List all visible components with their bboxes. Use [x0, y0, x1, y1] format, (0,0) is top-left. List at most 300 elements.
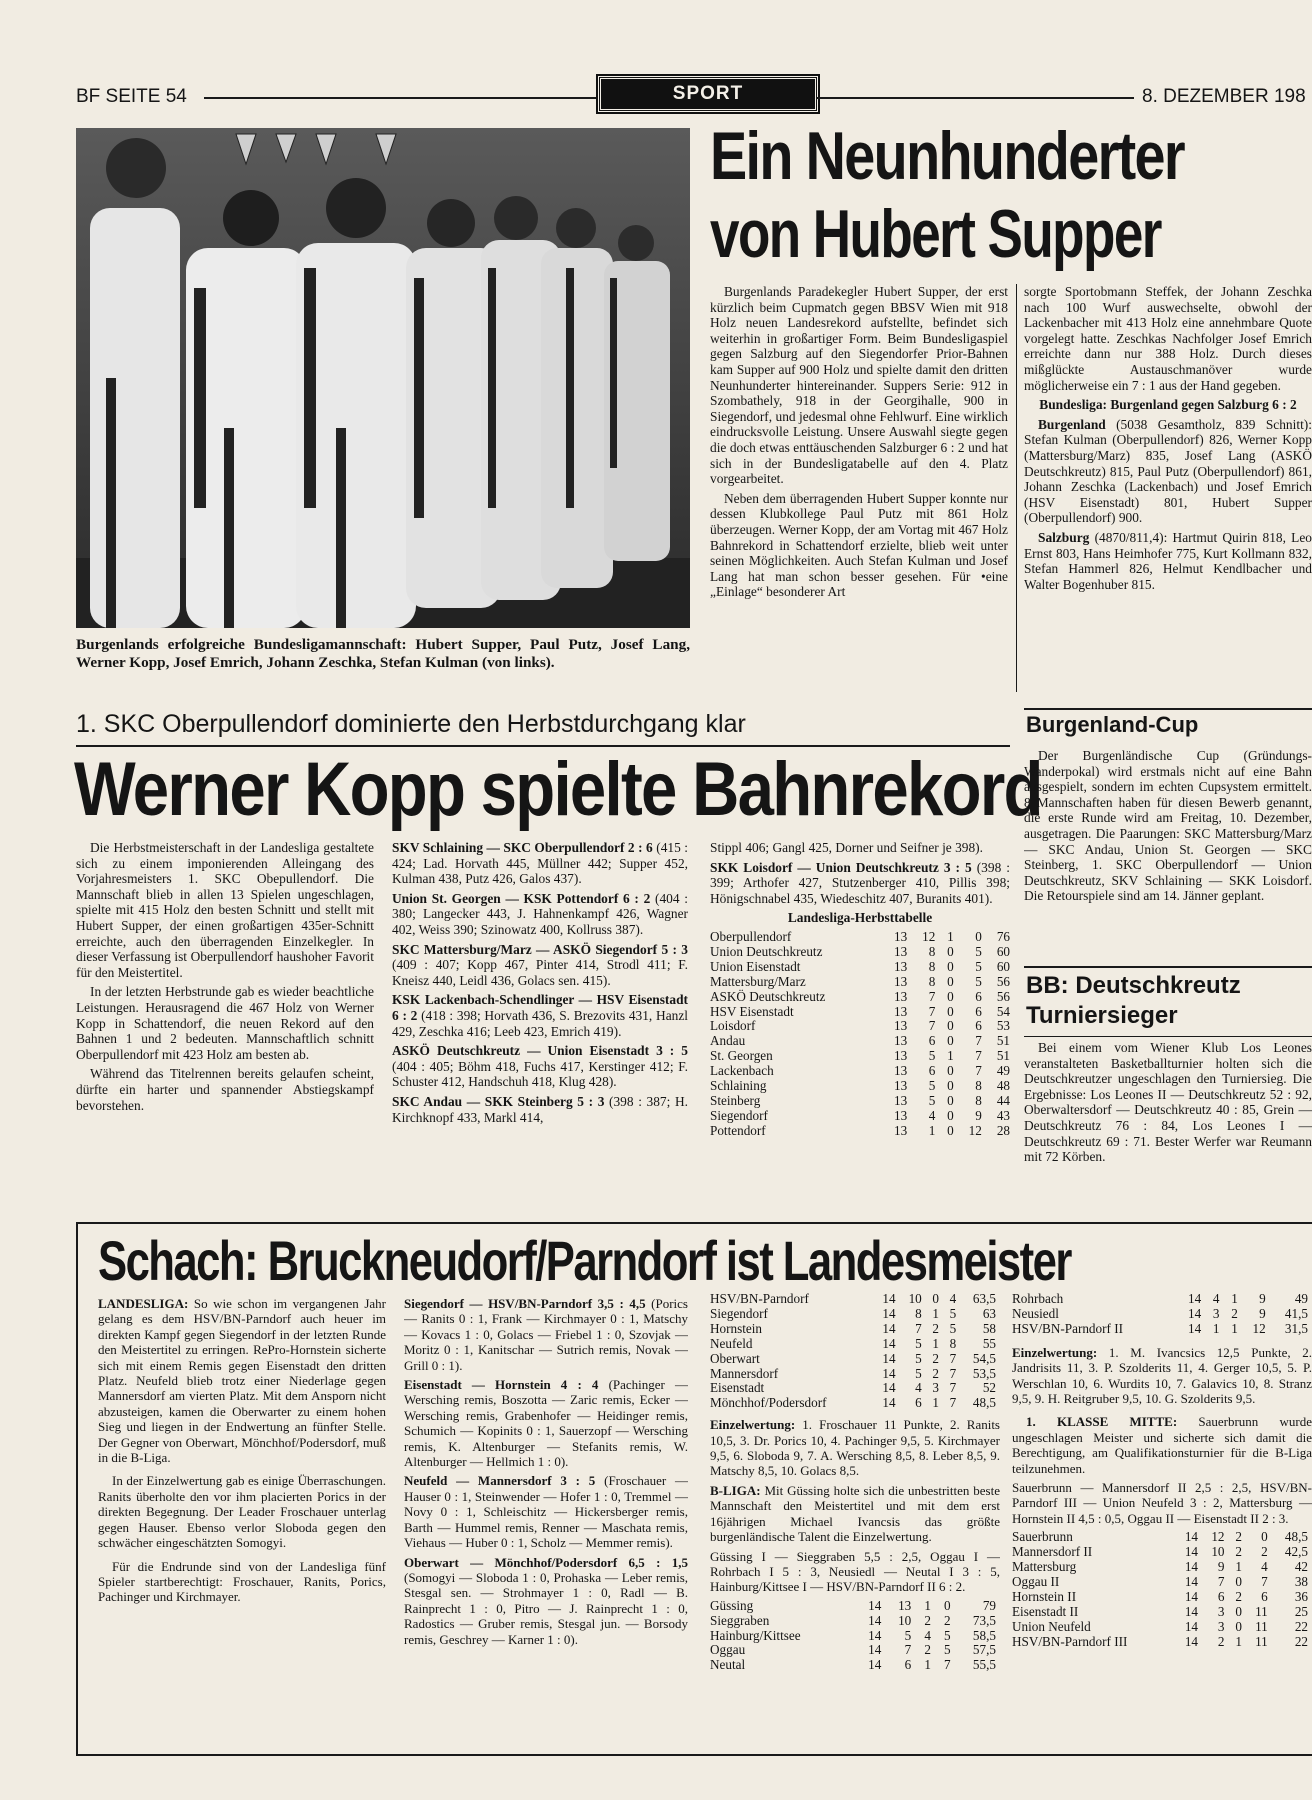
match-1 — [392, 840, 688, 887]
chess-column-2 — [404, 1296, 688, 1746]
stat-cell: 5 — [928, 1092, 936, 1108]
stat-cell: 2 — [1235, 1529, 1242, 1545]
team-name: Neutal — [710, 1657, 746, 1673]
team-name: Union Neufeld — [1012, 1618, 1091, 1634]
team-name: Hainburg/Kittsee — [710, 1627, 801, 1643]
team-name: Loisdorf — [710, 1018, 756, 1034]
stat-cell: 14 — [1188, 1305, 1202, 1321]
table-row — [710, 1643, 996, 1658]
team-name: St. Georgen — [710, 1048, 773, 1064]
match-7-detail: (398 : 399; Arthofer 427, Stutzenberger 410, Pillis 398; Hönigschnabel 435, Wiedeschitz 407, Buranits 401). — [710, 859, 1010, 906]
stat-cell: 22 — [1294, 1633, 1308, 1649]
match-3-detail: (409 : 407; Kopp 467, Pinter 414, Strodl 411; F. Kneisz 440, Leidl 436, Golacs sen. 415). — [392, 957, 688, 988]
league-table-title: Landesliga-Herbsttabelle — [787, 910, 933, 926]
salzburg-scores: (4870/811,4): Hartmut Quirin 818, Leo Ernst 803, Hans Heimhofer 775, Kurt Kollmann 832, Stefan Hammerl 826, Helmut Kendlbacher und Walter Bogenhuber 815. — [1024, 529, 1312, 592]
game-3-detail: (Froschauer — Hauser 0 : 1, Steinwender — Hofer 1 : 0, Tremmel — Novy 0 : 1, Schleischitz — Hickersberger remis, Barth — Hummel remis, Renner — Maschata remis, Viehaus — Huber 0 : 1, Scholz — Memmer remis). — [404, 1473, 688, 1551]
stat-cell: 1 — [1231, 1292, 1238, 1306]
story2-kicker: 1. SKC Oberpullendorf dominierte den Herbstdurchgang klar — [76, 710, 746, 738]
table-row — [1012, 1605, 1308, 1620]
stat-cell: 5 — [975, 943, 982, 959]
match-4-heading: KSK Lackenbach-Schendlinger — HSV Eisenstadt 6 : 2 — [392, 992, 688, 1023]
stat-cell: 13 — [893, 1078, 908, 1094]
table-row — [710, 1019, 1010, 1034]
table-row — [1012, 1560, 1308, 1575]
table-row — [710, 1094, 1010, 1109]
stat-cell: 6 — [904, 1657, 912, 1673]
burgenland-lineup — [1024, 417, 1312, 526]
team-name: Mattersburg — [1012, 1559, 1077, 1574]
stat-cell: 51 — [996, 1048, 1010, 1064]
burgenland-scores: (5038 Gesamtholz, 839 Schnitt): Stefan Kulman (Oberpullendorf) 826, Werner Kopp (Mattersburg/Marz) 835, Josef Lang (ASKÖ Deutschkreutz) 815, Paul Putz (Oberpullendorf) 861, Johann Zeschka (Lackenbach) und Josef Emrich (HSV Eisenstadt) 801, Hubert Supper (Oberpullendorf) 900. — [1024, 416, 1312, 526]
team-name: Union Deutschkreutz — [710, 943, 823, 959]
game-1-detail: (Porics — Ranits 0 : 1, Frank — Kirchmayer 0 : 1, Matschy — Kovacs 1 : 0, Golacs — Friebel 1 : 0, Szovjak — Moritz 0 : 1, Kanitschar — Sutrich remis, Novak — Grill 0 : 1). — [404, 1296, 688, 1373]
stat-cell: 0 — [1235, 1618, 1242, 1634]
stat-cell: 7 — [949, 1365, 957, 1381]
team-name: Eisenstadt — [710, 1380, 765, 1396]
einzelwertung-2-label: Einzelwertung: — [1012, 1344, 1098, 1360]
team-name: Rohrbach — [1012, 1292, 1064, 1306]
table-row — [710, 1307, 996, 1322]
match-4-detail: (418 : 398; Horvath 436, S. Brezovits 431, Hanzl 429, Zeschka 416; Leeb 423, Emrich 419). — [392, 1007, 688, 1039]
story1-para-2: Neben dem überragenden Hubert Supper konnte nur dessen Klubkollege Paul Putz mit 861 Holz überzeugen. Werner Kopp, der am Vortag mit 467 Holz Bahnrekord in Schattendorf erzielte, blieb weit unter seinen Möglichkeiten. Auch Stefan Kulman und Josef Lang hat man schon besser gesehen. Für •eine „Einlage“ besonderer Art — [710, 490, 1008, 600]
stat-cell: 14 — [882, 1350, 896, 1366]
stat-cell: 9 — [1259, 1292, 1266, 1306]
stat-cell: 48,5 — [972, 1395, 996, 1411]
klasse-mitte-para — [1012, 1414, 1312, 1476]
team-name: HSV/BN-Parndorf II — [1012, 1320, 1123, 1336]
bliga-text: Mit Güssing holte sich die unbestritten beste Mannschaft den Meistertitel und mit dem erst 16jährigen Michael Ivancsis das größte burgenländische Talent die Einzelwertung. — [710, 1482, 1000, 1545]
team-name: Mattersburg/Marz — [710, 973, 806, 989]
chess-headline: Schach: Bruckneudorf/Parndorf ist Landesmeister — [98, 1229, 1071, 1292]
stat-cell: 7 — [943, 1657, 951, 1673]
stat-cell: 60 — [996, 943, 1010, 959]
cup-text — [1024, 748, 1312, 960]
stat-cell: 5 — [904, 1627, 912, 1643]
stat-cell: 36 — [1294, 1588, 1308, 1604]
stat-cell: 31,5 — [1284, 1320, 1308, 1336]
bliga-table-part1 — [710, 1599, 996, 1674]
stat-cell: 2 — [1235, 1588, 1242, 1604]
stat-cell: 14 — [868, 1657, 882, 1673]
stat-cell: 5 — [975, 973, 982, 989]
stat-cell: 54,5 — [972, 1350, 996, 1366]
stat-cell: 0 — [947, 1018, 954, 1034]
stat-cell: 0 — [947, 1003, 954, 1019]
stat-cell: 14 — [882, 1320, 896, 1336]
bb-rule — [1024, 966, 1312, 968]
stat-cell: 1 — [1231, 1320, 1238, 1336]
stat-cell: 25 — [1294, 1603, 1308, 1619]
stat-cell: 6 — [1217, 1588, 1225, 1604]
einzelwertung-1-text: 1. Froschauer 11 Punkte, 2. Ranits 10,5, 3. Dr. Porics 10, 4. Pachinger 9,5, 5. Kirchmayer 9,5, 6. Sloboda 9, 7. A. Wersching 8,5, 8. Leber 8,5, 9. Matschy 8,5, 10. Golacs 8,5. — [710, 1417, 1000, 1479]
stat-cell: 7 — [915, 1320, 922, 1336]
stat-cell: 7 — [928, 1003, 936, 1019]
match-5 — [392, 1043, 688, 1090]
stat-cell: 6 — [1261, 1588, 1268, 1604]
stat-cell: 6 — [915, 1395, 922, 1411]
match-4 — [392, 992, 688, 1039]
stat-cell: 55,5 — [972, 1657, 996, 1673]
stat-cell: 43 — [996, 1107, 1010, 1123]
stat-cell: 10 — [908, 1292, 922, 1306]
stat-cell: 14 — [868, 1612, 882, 1628]
stat-cell: 10 — [1211, 1544, 1225, 1560]
stat-cell: 8 — [928, 958, 936, 974]
bliga-table-part2 — [1012, 1292, 1308, 1337]
stat-cell: 2 — [924, 1642, 931, 1658]
stat-cell: 53,5 — [972, 1365, 996, 1381]
bb-rule-bottom — [1024, 1036, 1312, 1037]
stat-cell: 0 — [947, 1063, 954, 1079]
stat-cell: 6 — [975, 1018, 982, 1034]
stat-cell: 14 — [1184, 1633, 1198, 1649]
stat-cell: 0 — [947, 958, 954, 974]
einzelwertung-2-text: 1. M. Ivancsics 12,5 Punkte, 2. Jandrisits 11, 3. P. Szolderits 11, 4. Gerger 10,5, 5. P. Werschlan 10, 6. Wurdits 10, 7. Galavics 10, 8. Stranz 9,5, 9. H. Reitgruber 9,5, 10. G. Szolderits 9,5. — [1012, 1344, 1312, 1406]
stat-cell: 1 — [947, 1048, 954, 1064]
stat-cell: 1 — [932, 1305, 939, 1321]
table-row — [710, 1124, 1010, 1139]
table-row — [1012, 1575, 1308, 1590]
stat-cell: 5 — [949, 1320, 957, 1336]
stat-cell: 8 — [975, 1092, 982, 1108]
league-table — [710, 930, 1010, 1139]
stat-cell: 14 — [1184, 1603, 1198, 1619]
team-name: Oggau II — [1012, 1573, 1060, 1589]
story2-para-2: In der letzten Herbstrunde gab es wieder beachtliche Leistungen. Herausragend die 467 Holz von Werner Kopp in Schattendorf, die neuen Rekord auf den Bahnen 1 und 2 bedeuten. Mannschaftlich schnitt Oberpullendorf mit 423 Holz am besten ab. — [76, 984, 374, 1062]
stat-cell: 3 — [1217, 1603, 1225, 1619]
stat-cell: 5 — [949, 1305, 957, 1321]
chess-column-4 — [1012, 1292, 1312, 1748]
stat-cell: 76 — [996, 928, 1010, 944]
stat-cell: 14 — [882, 1305, 896, 1321]
stat-cell: 13 — [893, 1003, 908, 1019]
stat-cell: 2 — [943, 1612, 951, 1628]
team-name: Lackenbach — [710, 1063, 774, 1079]
stat-cell: 1 — [1212, 1320, 1220, 1336]
team-name: Hornstein — [710, 1320, 763, 1336]
match-6-detail: (398 : 387; H. Kirchknopf 433, Markl 414, — [392, 1093, 688, 1125]
team-name: Andau — [710, 1033, 746, 1049]
stat-cell: 42,5 — [1284, 1544, 1308, 1560]
stat-cell: 11 — [1255, 1618, 1268, 1634]
stat-cell: 0 — [947, 1122, 954, 1138]
team-name: Oberwart — [710, 1350, 760, 1366]
cup-title: Burgenland-Cup — [1026, 712, 1199, 737]
stat-cell: 13 — [893, 958, 908, 974]
bundesliga-result-heading: Bundesliga: Burgenland gegen Salzburg 6 : 2 — [1039, 397, 1297, 413]
stat-cell: 13 — [893, 1092, 908, 1108]
stat-cell: 12 — [1252, 1320, 1266, 1336]
stat-cell: 7 — [949, 1350, 957, 1366]
stat-cell: 7 — [975, 1033, 982, 1049]
stat-cell: 14 — [1184, 1618, 1198, 1634]
stat-cell: 44 — [996, 1092, 1010, 1108]
story1-column-divider — [1016, 284, 1017, 692]
stat-cell: 9 — [975, 1107, 982, 1123]
table-row — [710, 1337, 996, 1352]
page-folio: BF SEITE 54 — [76, 86, 187, 107]
chess-landesliga-label: LANDESLIGA: — [98, 1296, 189, 1311]
stat-cell: 13 — [898, 1597, 912, 1613]
bb-title-line2: Turniersieger — [1026, 1002, 1178, 1029]
story1-headline-line2: von Hubert Supper — [710, 196, 1161, 272]
team-name: HSV/BN-Parndorf III — [1012, 1633, 1128, 1649]
stat-cell: 6 — [928, 1063, 936, 1079]
stat-cell: 5 — [943, 1642, 951, 1658]
stat-cell: 8 — [975, 1078, 982, 1094]
stat-cell: 5 — [915, 1365, 922, 1381]
stat-cell: 2 — [924, 1612, 931, 1628]
stat-cell: 4 — [1212, 1292, 1220, 1306]
game-4-heading: Oberwart — Mönchhof/Podersdorf 6,5 : 1,5 — [404, 1554, 688, 1570]
stat-cell: 12 — [922, 928, 936, 944]
stat-cell: 13 — [893, 1033, 908, 1049]
game-4-detail: (Somogyi — Sloboda 1 : 0, Prohaska — Leber remis, Stesgal sen. — Strohmayer 1 : 0, Radl — B. Rainprecht 1 : 0, Pitro — J. Rainprecht 1 : 0, Radostics — Gruber remis, Stesgal jun. — Borsody remis, Geschrey — Karner 1 : 0). — [404, 1569, 688, 1647]
table-row — [1012, 1620, 1308, 1635]
match-6 — [392, 1094, 688, 1125]
stat-cell: 1 — [928, 1122, 936, 1138]
chess-column-3 — [710, 1292, 1000, 1748]
stat-cell: 4 — [949, 1292, 957, 1306]
stat-cell: 57,5 — [972, 1642, 996, 1658]
stat-cell: 14 — [868, 1642, 882, 1658]
stat-cell: 2 — [932, 1320, 939, 1336]
stat-cell: 7 — [975, 1048, 982, 1064]
table-row — [710, 1367, 996, 1382]
stat-cell: 1 — [924, 1597, 931, 1613]
team-name: Steinberg — [710, 1092, 761, 1108]
table-row — [710, 945, 1010, 960]
klasse-mitte-text: Sauerbrunn wurde ungeschlagen Meister und sicherte sich damit die Berechtigung, am Qualifikationsturnier für die B-Liga teilzunehmen. — [1012, 1414, 1312, 1476]
table-row — [710, 930, 1010, 945]
table-row — [1012, 1590, 1308, 1605]
stat-cell: 14 — [1184, 1588, 1198, 1604]
stat-cell: 13 — [893, 988, 908, 1004]
stat-cell: 14 — [868, 1627, 882, 1643]
stat-cell: 56 — [996, 988, 1010, 1004]
match-5-heading: ASKÖ Deutschkreutz — Union Eisenstadt 3 : 5 — [392, 1043, 688, 1059]
team-name: Neusiedl — [1012, 1305, 1059, 1321]
stat-cell: 8 — [928, 943, 936, 959]
stat-cell: 14 — [1184, 1544, 1198, 1560]
match-2-detail: (404 : 380; Langecker 443, J. Hahnenkampf 426, Wagner 402, Weiss 390; Szinowatz 400, Kollruss 387). — [392, 890, 688, 937]
team-name: Eisenstadt II — [1012, 1603, 1079, 1619]
stat-cell: 13 — [893, 943, 908, 959]
header-rule-right — [816, 97, 1134, 99]
table-row — [710, 1629, 996, 1644]
team-name: Pottendorf — [710, 1122, 766, 1138]
table-row — [1012, 1530, 1308, 1545]
table-row — [710, 960, 1010, 975]
stat-cell: 41,5 — [1284, 1305, 1308, 1321]
stat-cell: 3 — [1212, 1305, 1220, 1321]
bliga-label: B-LIGA: — [710, 1482, 761, 1498]
stat-cell: 9 — [1259, 1305, 1266, 1321]
bb-text — [1024, 1040, 1312, 1230]
stat-cell: 58,5 — [972, 1627, 996, 1643]
match-2 — [392, 891, 688, 938]
stat-cell: 14 — [882, 1395, 896, 1411]
stat-cell: 11 — [1255, 1603, 1268, 1619]
stat-cell: 4 — [924, 1627, 931, 1643]
stat-cell: 10 — [898, 1612, 912, 1628]
match-3 — [392, 942, 688, 989]
stat-cell: 54 — [996, 1003, 1010, 1019]
stat-cell: 7 — [949, 1380, 957, 1396]
landesliga-chess-table — [710, 1292, 996, 1411]
stat-cell: 1 — [1235, 1559, 1242, 1574]
stat-cell: 48,5 — [1284, 1529, 1308, 1545]
stat-cell: 53 — [996, 1018, 1010, 1034]
stat-cell: 5 — [928, 1048, 936, 1064]
stat-cell: 14 — [882, 1365, 896, 1381]
stat-cell: 2 — [1231, 1305, 1238, 1321]
stat-cell: 73,5 — [972, 1612, 996, 1628]
game-1 — [404, 1296, 688, 1373]
table-row — [710, 990, 1010, 1005]
table-row — [710, 1292, 996, 1307]
table-row — [710, 1396, 996, 1411]
chess-para-2: In der Einzelwertung gab es einige Überraschungen. Ranits überholte den vor ihm placierten Porics in der direkten Begegnung. Der Leader Froschauer unterlag gegen Hauser. Ebenso verlor Sloboda gegen den schwächer eingeschätzten Somogyi. — [98, 1473, 386, 1551]
einzelwertung-1 — [710, 1417, 1000, 1479]
team-name: HSV Eisenstadt — [710, 1003, 794, 1019]
stat-cell: 11 — [1255, 1633, 1268, 1649]
stat-cell: 14 — [1184, 1573, 1198, 1589]
story1-headline-line1: Ein Neunhunderter — [710, 118, 1184, 194]
stat-cell: 5 — [943, 1627, 951, 1643]
stat-cell: 28 — [996, 1122, 1010, 1138]
stat-cell: 3 — [1217, 1618, 1225, 1634]
stat-cell: 0 — [947, 973, 954, 989]
stat-cell: 0 — [947, 943, 954, 959]
stat-cell: 38 — [1294, 1573, 1308, 1589]
story2-headline: Werner Kopp spielte Bahnrekord — [74, 747, 1042, 832]
team-name: Mönchhof/Podersdorf — [710, 1395, 827, 1411]
stat-cell: 13 — [893, 1107, 908, 1123]
stat-cell: 3 — [932, 1380, 939, 1396]
stat-cell: 14 — [868, 1597, 882, 1613]
match-7-heading: SKK Loisdorf — Union Deutschkreutz 3 : 5 — [710, 859, 972, 875]
team-name: Neufeld — [710, 1335, 753, 1351]
bliga-para — [710, 1483, 1000, 1545]
match-3-heading: SKC Mattersburg/Marz — ASKÖ Siegendorf 5 : 3 — [392, 941, 688, 957]
team-name: Güssing — [710, 1597, 754, 1613]
stat-cell: 63,5 — [972, 1292, 996, 1306]
stat-cell: 55 — [982, 1335, 996, 1351]
page-date: 8. DEZEMBER 198 — [1142, 86, 1306, 107]
section-label: SPORT — [598, 76, 818, 112]
team-name: Schlaining — [710, 1078, 767, 1094]
stat-cell: 0 — [947, 1078, 954, 1094]
salzburg-lineup — [1024, 530, 1312, 592]
chess-intro-text: So wie schon im vergangenen Jahr gelang es dem HSV/BN-Parndorf auch heuer im direkten Kampf gegen Siegendorf in der letzten Runde den Meistertitel zu erringen. RePro-Hornstein sicherte sich mit einem Remis gegen Eisenstadt den dritten Platz. Neufeld blieb trotz einer Niederlage gegen Mannersdorf am vierten Platz. Mit dem Ansporn nicht abzusteigen, kamen die Oberwarter zu einem hohen Sieg und liegen in der Endwertung an fünfter Stelle. Der Gegner von Oberwart, Mönchhof/Podersdorf, muß in die B-Liga. — [98, 1296, 386, 1466]
stat-cell: 2 — [932, 1350, 939, 1366]
stat-cell: 0 — [1235, 1603, 1242, 1619]
table-row — [710, 1322, 996, 1337]
team-name: Hornstein II — [1012, 1588, 1077, 1604]
stat-cell: 42 — [1294, 1559, 1308, 1574]
stat-cell: 48 — [996, 1078, 1010, 1094]
table-row — [710, 975, 1010, 990]
cup-paragraph: Der Burgenländische Cup (Gründungs-Wanderpokal) wird erstmals nicht auf eine Bahn ausgespielt, sondern im echten Cupsystem ermittelt. 8 Mannschaften haben für diesen Bewerb genannt, die erste Runde wird am Freitag, 10. Dezember, ausgetragen. Die Paarungen: SKC Mattersburg/Marz — SKC Andau, Union St. Georgen — SKC Steinberg, 1. SKC Oberpullendorf — Union Deutschkreutz, SKV Schlaining — SKK Loisdorf. Die Retourspiele sind am 14. Jänner geplant. — [1024, 748, 1312, 904]
stat-cell: 49 — [996, 1063, 1010, 1079]
match-5-detail: (404 : 405; Böhm 418, Fuchs 417, Kerstinger 412; F. Schuster 412, Handschuh 418, Klug 428). — [392, 1058, 688, 1090]
stat-cell: 2 — [1217, 1633, 1225, 1649]
game-3 — [404, 1473, 688, 1550]
stat-cell: 14 — [882, 1292, 896, 1306]
photo-caption: Burgenlands erfolgreiche Bundesligamannschaft: Hubert Supper, Paul Putz, Josef Lang, Werner Kopp, Josef Emrich, Johann Zeschka, Stefan Kulman (von links). — [76, 636, 690, 671]
team-name: Oggau — [710, 1642, 746, 1658]
stat-cell: 13 — [893, 928, 908, 944]
stat-cell: 0 — [947, 1107, 954, 1123]
cup-rule — [1024, 708, 1312, 710]
table-row — [710, 1658, 996, 1673]
match-6-heading: SKC Andau — SKK Steinberg 5 : 3 — [392, 1093, 605, 1109]
game-2-detail: (Pachinger — Wersching remis, Boszotta — Zaric remis, Ecker — Wersching remis, Grabenhofer — Heidinger remis, Schumich — Kopinits 0 : 1, Sauerzopf — Wersching remis, K. Altenburger — Stefanits remis, W. Altenburger — Hellmich 1 : 0). — [404, 1377, 688, 1470]
stat-cell: 2 — [1235, 1544, 1242, 1560]
stat-cell: 0 — [932, 1292, 939, 1306]
table-row — [1012, 1635, 1308, 1650]
match-7 — [710, 860, 1010, 907]
stat-cell: 1 — [932, 1395, 939, 1411]
stat-cell: 0 — [947, 1033, 954, 1049]
stat-cell: 2 — [1261, 1544, 1268, 1560]
table-row — [1012, 1292, 1308, 1307]
chess-intro — [98, 1296, 386, 1465]
stat-cell: 7 — [928, 1018, 936, 1034]
game-4 — [404, 1555, 688, 1647]
stat-cell: 2 — [932, 1365, 939, 1381]
team-name: Sauerbrunn — [1012, 1529, 1073, 1545]
match-6-continued: Stippl 406; Gangl 425, Dorner und Seifner je 398). — [710, 840, 983, 855]
story2-column-2 — [392, 840, 688, 1204]
stat-cell: 13 — [893, 1048, 908, 1064]
stat-cell: 52 — [982, 1380, 996, 1396]
stat-cell: 51 — [996, 1033, 1010, 1049]
burgenland-label: Burgenland — [1038, 416, 1106, 432]
story1-para-3: sorgte Sportobmann Steffek, der Johann Zeschka nach 100 Wurf auswechselte, obwohl der Lackenbacher mit 413 Holz eine annehmbare Quote vorgelegt hatte. Zeschkas Nachfolger Josef Emrich erreichte dann nur 388 Holz. Durch dieses mißglückte Austauschmanöver wurde möglicherweise ein 7 : 1 aus der Hand gegeben. — [1024, 284, 1312, 393]
table-row — [710, 1352, 996, 1367]
team-name: HSV/BN-Parndorf — [710, 1292, 809, 1306]
stat-cell: 1 — [924, 1657, 931, 1673]
match-2-heading: Union St. Georgen — KSK Pottendorf 6 : 2 — [392, 890, 651, 906]
story2-column-3 — [710, 840, 1010, 1204]
story2-column-1 — [76, 840, 374, 1204]
stat-cell: 14 — [882, 1380, 896, 1396]
table-row — [710, 1381, 996, 1396]
stat-cell: 5 — [915, 1335, 922, 1351]
stat-cell: 7 — [1261, 1573, 1268, 1589]
table-row — [710, 1064, 1010, 1079]
table-row — [710, 1034, 1010, 1049]
table-row — [1012, 1307, 1308, 1322]
stat-cell: 12 — [968, 1122, 982, 1138]
stat-cell: 13 — [893, 1018, 908, 1034]
stat-cell: 7 — [1217, 1573, 1225, 1589]
stat-cell: 0 — [1261, 1529, 1268, 1545]
stat-cell: 0 — [947, 988, 954, 1004]
stat-cell: 6 — [975, 988, 982, 1004]
chess-column-1 — [98, 1296, 386, 1746]
story1-column-1 — [710, 284, 1008, 694]
game-2 — [404, 1377, 688, 1469]
stat-cell: 1 — [932, 1335, 939, 1351]
stat-cell: 49 — [1294, 1292, 1308, 1306]
bb-title-line1: BB: Deutschkreutz — [1026, 972, 1241, 999]
stat-cell: 14 — [1188, 1320, 1202, 1336]
stat-cell: 0 — [1235, 1573, 1242, 1589]
einzelwertung-1-label: Einzelwertung: — [710, 1417, 796, 1433]
